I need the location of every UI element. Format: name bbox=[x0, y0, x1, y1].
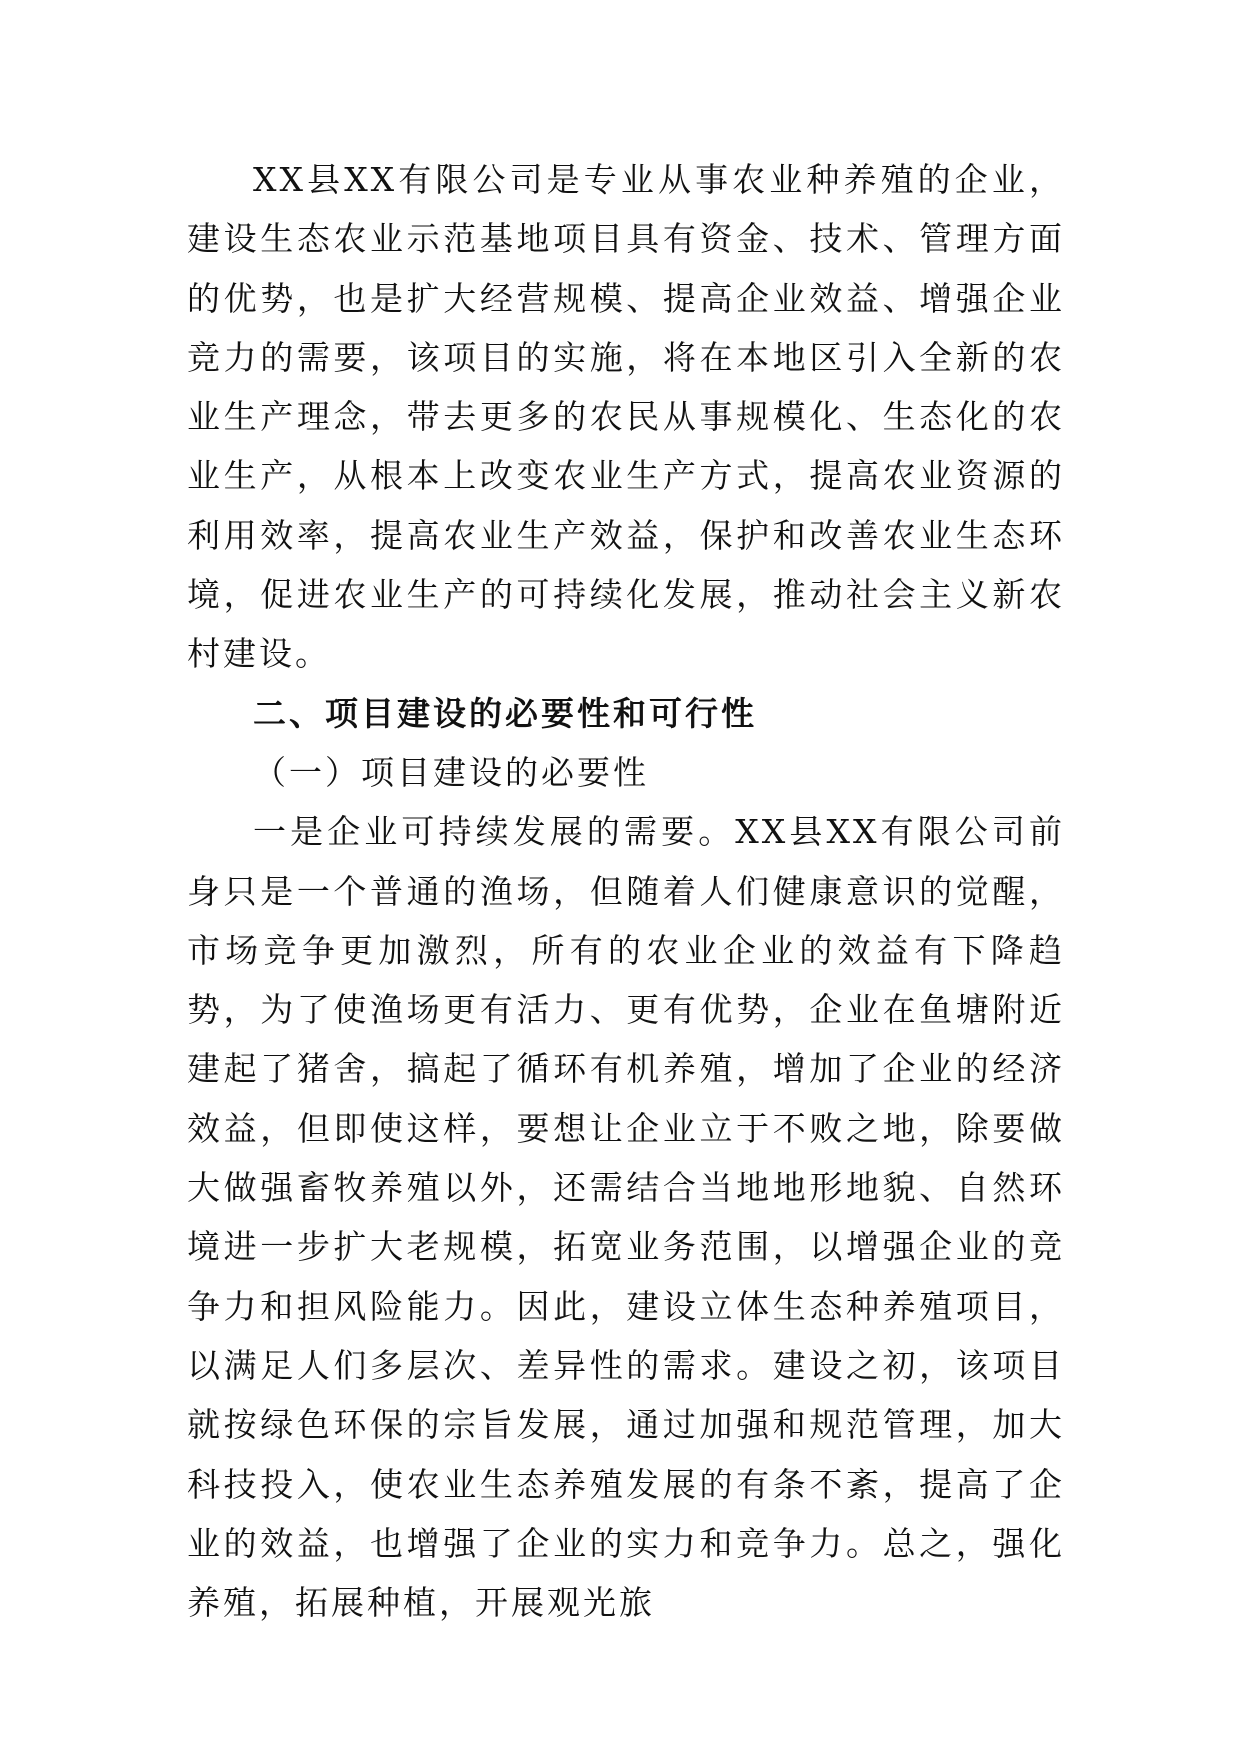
section-heading: 二、项目建设的必要性和可行性 bbox=[253, 693, 757, 733]
document-body bbox=[187, 150, 1065, 1632]
subsection-heading: （一）项目建设的必要性 bbox=[253, 752, 649, 792]
body-paragraph-1: XX县XX有限公司是专业从事农业种养殖的企业，建设生态农业示范基地项目具有资金、技术、管理方面的优势，也是扩大经营规模、提高企业效益、增强企业竞力的需要，该项目的实施，将在本地区引入全新的农业生产理念，带去更多的农民从事规模化、生态化的农业生产，从根本上改变农业生产方式，提高农业资源的利用效率，提高农业生产效益，保护和改善农业生态环境，促进农业生产的可持续化发展，推动社会主义新农村建设。 bbox=[187, 160, 1065, 674]
body-paragraph-2: 一是企业可持续发展的需要。XX县XX有限公司前身只是一个普通的渔场，但随着人们健康意识的觉醒，市场竞争更加激烈，所有的农业企业的效益有下降趋势，为了使渔场更有活力、更有优势，企业在鱼塘附近建起了猪舍，搞起了循环有机养殖，增加了企业的经济效益，但即使这样，要想让企业立于不败之地，除要做大做强畜牧养殖以外，还需结合当地地形地貌、自然环境进一步扩大老规模，拓宽业务范围，以增强企业的竞争力和担风险能力。因此，建设立体生态种养殖项目，以满足人们多层次、差异性的需求。建设之初，该项目就按绿色环保的宗旨发展，通过加强和规范管理，加大科技投入，使农业生态养殖发展的有条不紊，提高了企业的效益，也增强了企业的实力和竞争力。总之，强化养殖，拓展种植，开展观光旅 bbox=[187, 812, 1065, 1623]
